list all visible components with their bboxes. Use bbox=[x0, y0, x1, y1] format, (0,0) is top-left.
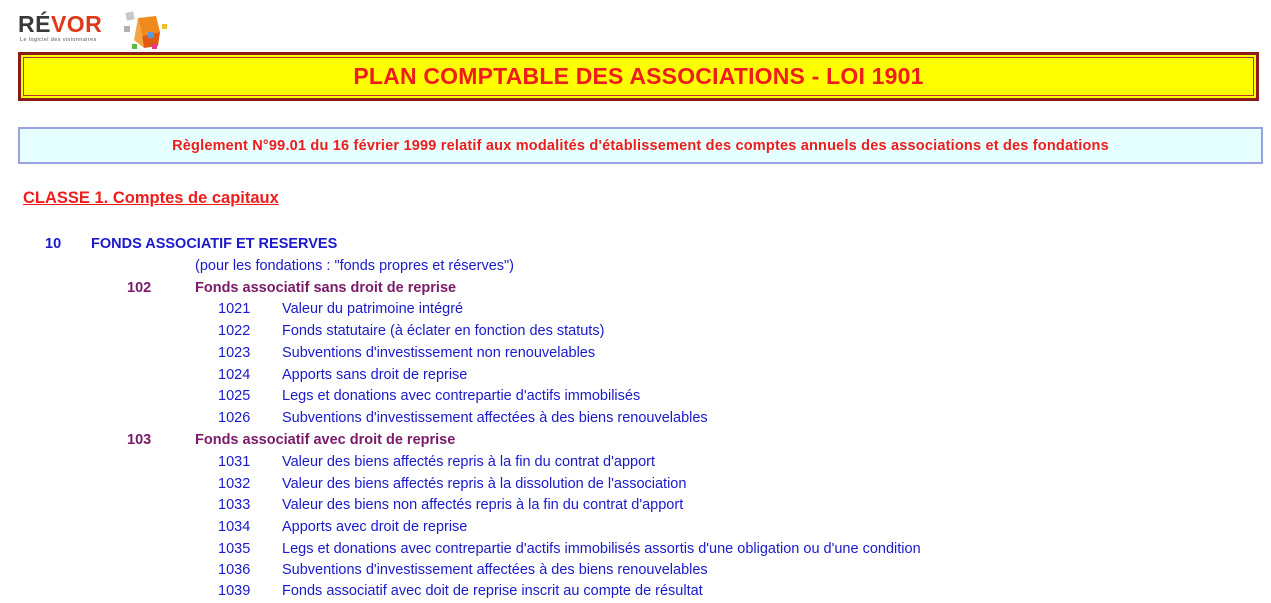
account-row-1034 bbox=[0, 517, 1271, 539]
regulation-text: Règlement N°99.01 du 16 février 1999 relatif aux modalités d'établissement des comptes annuels des associations et des fondations bbox=[172, 137, 1109, 154]
account-label: Apports avec droit de reprise bbox=[282, 519, 468, 535]
account-code: 1022 bbox=[218, 323, 251, 339]
account-label: Subventions d'investissement non renouvelables bbox=[282, 345, 596, 361]
account-code: 1032 bbox=[218, 476, 251, 492]
account-label: Valeur des biens non affectés repris à la fin du contrat d'apport bbox=[282, 497, 684, 513]
account-code: 1039 bbox=[218, 583, 251, 599]
logo-text-pre: RÉ bbox=[18, 11, 51, 37]
account-row-10 bbox=[0, 234, 1271, 256]
logo-cube-icon bbox=[118, 10, 170, 54]
account-row-1031 bbox=[0, 452, 1271, 474]
account-note-row bbox=[0, 256, 1271, 278]
account-row-1022 bbox=[0, 321, 1271, 343]
account-code: 1026 bbox=[218, 410, 251, 426]
account-row-1025 bbox=[0, 386, 1271, 408]
account-code: 1031 bbox=[218, 454, 251, 470]
account-row-1024 bbox=[0, 365, 1271, 387]
account-row-103 bbox=[0, 430, 1271, 452]
account-label: FONDS ASSOCIATIF ET RESERVES bbox=[91, 236, 338, 252]
revor-logo bbox=[18, 10, 170, 52]
account-row-1035 bbox=[0, 539, 1271, 561]
account-label: Subventions d'investissement affectées à des biens renouvelables bbox=[282, 410, 708, 426]
account-code: 1033 bbox=[218, 497, 251, 513]
account-label: Apports sans droit de reprise bbox=[282, 367, 468, 383]
account-code: 102 bbox=[127, 280, 152, 296]
account-row-102 bbox=[0, 278, 1271, 300]
page-title: PLAN COMPTABLE DES ASSOCIATIONS - LOI 1901 bbox=[353, 63, 924, 89]
account-row-1021 bbox=[0, 299, 1271, 321]
classe-heading: CLASSE 1. Comptes de capitaux bbox=[23, 189, 279, 207]
account-label: Legs et donations avec contrepartie d'actifs immobilisés assortis d'une obligation ou d'une condition bbox=[282, 541, 921, 557]
account-code: 1023 bbox=[218, 345, 251, 361]
account-note: (pour les fondations : "fonds propres et réserves") bbox=[195, 258, 514, 274]
regulation-banner bbox=[18, 127, 1263, 164]
account-label: Valeur des biens affectés repris à la fin du contrat d'apport bbox=[282, 454, 656, 470]
account-code: 1036 bbox=[218, 562, 251, 578]
account-row-1033 bbox=[0, 495, 1271, 517]
account-row-1032 bbox=[0, 474, 1271, 496]
account-code: 103 bbox=[127, 432, 152, 448]
account-code: 1024 bbox=[218, 367, 251, 383]
title-banner-inner bbox=[23, 57, 1254, 96]
account-code: 1034 bbox=[218, 519, 251, 535]
account-code: 1035 bbox=[218, 541, 251, 557]
account-label: Legs et donations avec contrepartie d'actifs immobilisés bbox=[282, 388, 641, 404]
logo-wordmark bbox=[18, 10, 102, 38]
account-row-1036 bbox=[0, 560, 1271, 582]
account-row-1026 bbox=[0, 408, 1271, 430]
account-row-1039 bbox=[0, 581, 1271, 603]
account-label: Subventions d'investissement affectées à des biens renouvelables bbox=[282, 562, 708, 578]
account-label: Fonds statutaire (à éclater en fonction des statuts) bbox=[282, 323, 605, 339]
account-code: 10 bbox=[45, 236, 62, 252]
logo-text-post: OR bbox=[66, 11, 103, 37]
account-label: Valeur du patrimoine intégré bbox=[282, 301, 464, 317]
account-label: Fonds associatif avec droit de reprise bbox=[195, 432, 456, 448]
account-label: Valeur des biens affectés repris à la dissolution de l'association bbox=[282, 476, 687, 492]
account-code: 1025 bbox=[218, 388, 251, 404]
account-code: 1021 bbox=[218, 301, 251, 317]
account-row-1023 bbox=[0, 343, 1271, 365]
title-banner bbox=[18, 52, 1259, 101]
account-label: Fonds associatif avec doit de reprise inscrit au compte de résultat bbox=[282, 583, 703, 599]
account-label: Fonds associatif sans droit de reprise bbox=[195, 280, 457, 296]
logo-text-v: V bbox=[50, 11, 67, 37]
logo-tagline: Le logiciel des visionnaires bbox=[20, 37, 97, 43]
